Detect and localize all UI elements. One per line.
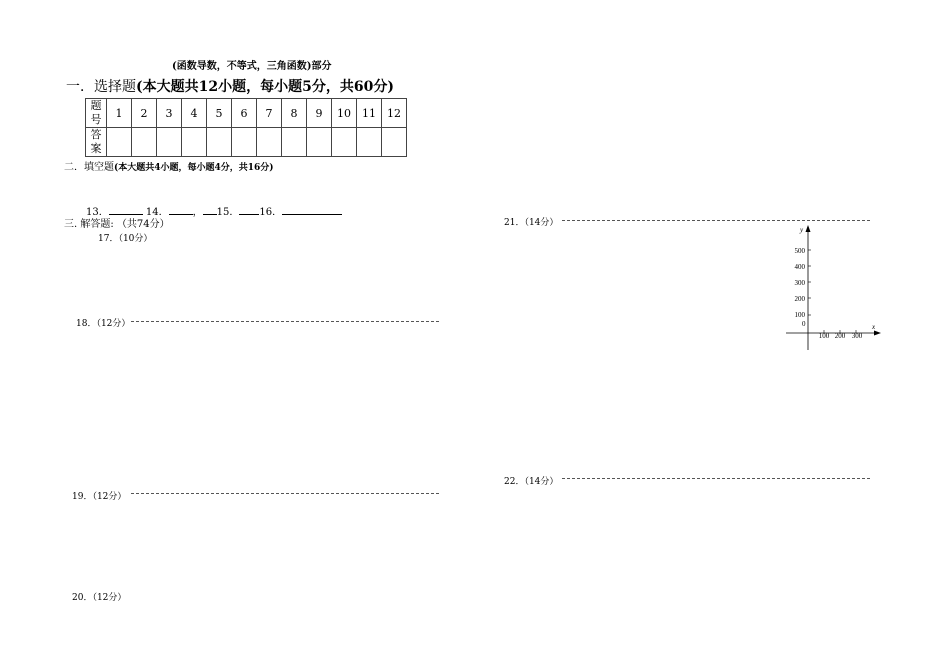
header-char: 案 bbox=[90, 142, 102, 155]
y-tick-label: 300 bbox=[794, 279, 805, 287]
answer-table-number-row bbox=[86, 99, 407, 128]
y-tick-label: 100 bbox=[794, 311, 805, 319]
section2-heading bbox=[64, 158, 274, 173]
question-19-divider bbox=[131, 493, 439, 494]
header-char: 号 bbox=[90, 113, 102, 126]
question-number-cell: 11 bbox=[357, 99, 382, 128]
y-axis-arrow bbox=[806, 225, 811, 232]
section3-heading: 三. 解答题: （共74分） bbox=[64, 219, 170, 230]
y-tick-label: 400 bbox=[794, 263, 805, 271]
answer-cell[interactable] bbox=[107, 128, 132, 157]
header-char: 题 bbox=[90, 99, 102, 112]
section1-prefix: 一．选择题 bbox=[66, 79, 136, 95]
question-number-cell: 1 bbox=[107, 99, 132, 128]
question-22-label: 22．（14分） bbox=[504, 477, 559, 487]
answer-cell[interactable] bbox=[232, 128, 257, 157]
blank-label-15: 15． bbox=[216, 207, 240, 218]
blank-label-13: 13． bbox=[86, 207, 109, 218]
number-row-header bbox=[86, 99, 107, 128]
origin-label: 0 bbox=[802, 320, 806, 328]
question-18-label: 18．（12分） bbox=[76, 319, 131, 329]
x-tick-label: 200 bbox=[834, 332, 846, 340]
answer-cell[interactable] bbox=[357, 128, 382, 157]
question-number-cell: 5 bbox=[207, 99, 232, 128]
question-21-label: 21．（14分） bbox=[504, 218, 559, 228]
x-tick-label: 300 bbox=[851, 332, 863, 340]
blank-16[interactable] bbox=[282, 205, 342, 215]
answer-row-header bbox=[86, 128, 107, 157]
blank-14b[interactable] bbox=[203, 205, 217, 215]
blank-14a[interactable] bbox=[169, 205, 193, 215]
blank-15[interactable] bbox=[239, 205, 259, 215]
question-number-cell: 8 bbox=[282, 99, 307, 128]
question-number-cell: 9 bbox=[307, 99, 332, 128]
answer-table-answer-row bbox=[86, 128, 407, 157]
answer-cell[interactable] bbox=[382, 128, 407, 157]
question-number-cell: 2 bbox=[132, 99, 157, 128]
answer-cell[interactable] bbox=[157, 128, 182, 157]
question-number-cell: 10 bbox=[332, 99, 357, 128]
answer-cell[interactable] bbox=[332, 128, 357, 157]
blank-label-16: 16． bbox=[259, 207, 283, 218]
blank-13[interactable] bbox=[109, 205, 143, 215]
answer-cell[interactable] bbox=[182, 128, 207, 157]
y-tick-label: 500 bbox=[794, 247, 805, 255]
question-18-divider bbox=[131, 321, 439, 322]
coordinate-graph bbox=[780, 222, 884, 352]
question-19-label: 19．（12分） bbox=[72, 492, 127, 502]
x-axis-arrow bbox=[874, 331, 881, 336]
question-number-cell: 6 bbox=[232, 99, 257, 128]
x-axis-label: x bbox=[872, 323, 876, 331]
header-char: 答 bbox=[90, 128, 102, 141]
blank-separator: ， bbox=[192, 207, 203, 218]
question-20-label: 20．（12分） bbox=[72, 593, 127, 603]
question-21-divider bbox=[562, 220, 870, 221]
question-22-divider bbox=[562, 478, 870, 479]
answer-table bbox=[85, 98, 407, 157]
answer-cell[interactable] bbox=[207, 128, 232, 157]
y-axis-label: y bbox=[800, 226, 804, 234]
answer-cell[interactable] bbox=[307, 128, 332, 157]
question-17-label: 17．（10分） bbox=[98, 234, 153, 244]
blank-label-14: 14． bbox=[145, 207, 169, 218]
page-title: (函数导数，不等式，三角函数)部分 bbox=[172, 61, 332, 72]
section2-detail: (本大题共4小题，每小题4分，共16分) bbox=[114, 163, 274, 173]
question-number-cell: 7 bbox=[257, 99, 282, 128]
section1-heading bbox=[66, 76, 394, 96]
question-number-cell: 12 bbox=[382, 99, 407, 128]
answer-cell[interactable] bbox=[132, 128, 157, 157]
question-number-cell: 4 bbox=[182, 99, 207, 128]
section1-detail: (本大题共12小题，每小题5分，共60分) bbox=[136, 79, 394, 95]
answer-cell[interactable] bbox=[257, 128, 282, 157]
x-tick-label: 100 bbox=[818, 332, 830, 340]
answer-cell[interactable] bbox=[282, 128, 307, 157]
question-number-cell: 3 bbox=[157, 99, 182, 128]
section2-prefix: 二．填空题 bbox=[64, 162, 114, 173]
y-tick-label: 200 bbox=[794, 295, 805, 303]
